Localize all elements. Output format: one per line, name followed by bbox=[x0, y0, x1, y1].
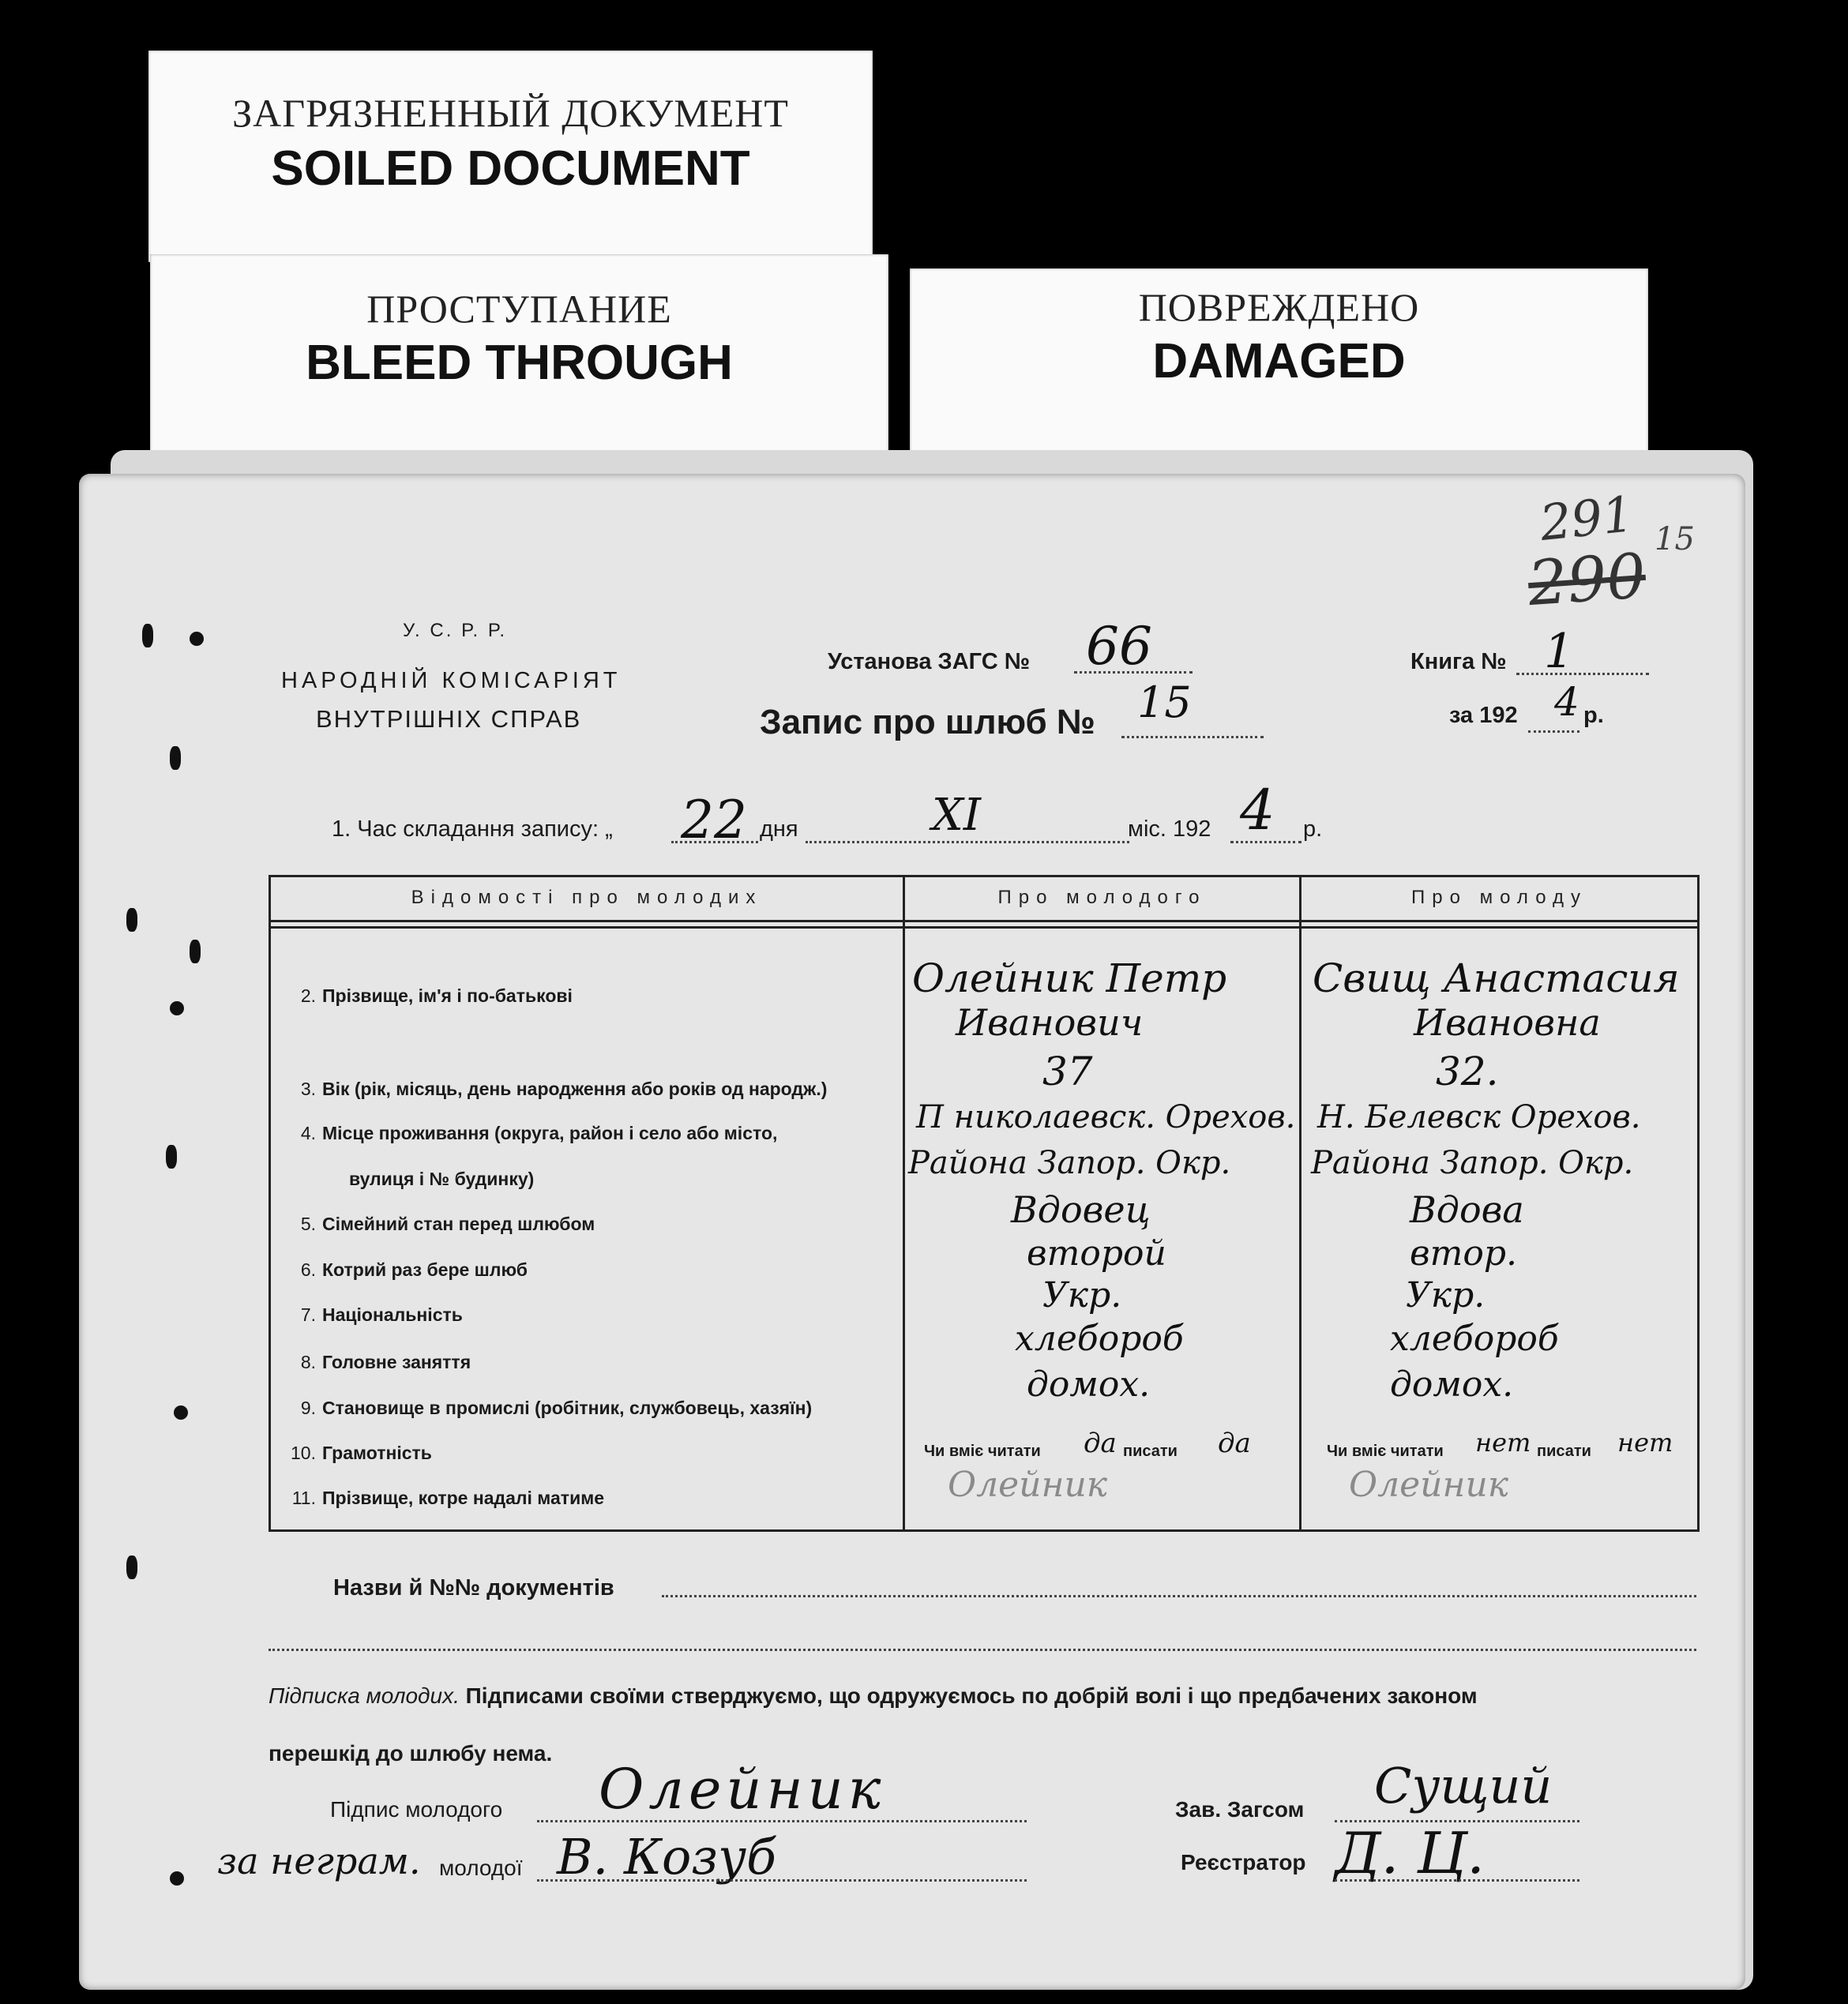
commissariat-line-1: НАРОДНІЙ КОМІСАРІЯТ bbox=[281, 668, 622, 693]
book-label: Книга № bbox=[1410, 649, 1507, 674]
groom-signature: Олейник bbox=[599, 1757, 886, 1822]
damaged-label bbox=[910, 268, 1648, 466]
bride-marital-status: Вдова bbox=[1410, 1188, 1524, 1231]
col-header-groom: Про молодого bbox=[997, 887, 1207, 908]
bride-residence-2: Района Запор. Окр. bbox=[1311, 1145, 1634, 1181]
groom-occupation: хлебороб bbox=[1015, 1319, 1184, 1359]
declaration-line-2: перешкід до шлюбу нема. bbox=[269, 1741, 553, 1766]
groom-name: Олейник Петр bbox=[912, 955, 1227, 1001]
binding-hole bbox=[170, 746, 181, 770]
row-label-occupation: 8. Головне заняття bbox=[300, 1352, 471, 1372]
row-label-residence-2: вулиця і № будинку) bbox=[349, 1169, 535, 1189]
soiled-label-en: SOILED DOCUMENT bbox=[271, 141, 750, 196]
row-label-residence: 4. Місце проживання (округа, район і село або місто, bbox=[300, 1123, 778, 1143]
groom-residence-2: Района Запор. Окр. bbox=[908, 1145, 1231, 1181]
republic-abbr: У. С. Р. Р. bbox=[403, 620, 508, 641]
row-label-nationality: 7. Національність bbox=[300, 1304, 463, 1325]
record-year-suffix: р. bbox=[1303, 816, 1323, 842]
damaged-label-en: DAMAGED bbox=[1152, 334, 1406, 388]
groom-patronymic: Иванович bbox=[956, 1001, 1144, 1044]
record-day-label: дня bbox=[760, 816, 798, 842]
bleed-through-label bbox=[150, 254, 888, 461]
groom-literacy-prefix: Чи вміє читати bbox=[924, 1443, 1041, 1460]
groom-marital-status: Вдовец bbox=[1011, 1188, 1151, 1231]
row-label-industry-status: 9. Становище в промислі (робітник, службовець, хазяїн) bbox=[300, 1398, 813, 1418]
bride-industry-status: домох. bbox=[1390, 1364, 1514, 1405]
binding-hole bbox=[190, 940, 201, 963]
declaration-text-1: Підписами своїми стверджуємо, що одружуємось по добрій волі і що предбачених законом bbox=[465, 1683, 1478, 1708]
year-suffix: р. bbox=[1583, 703, 1604, 728]
bride-residence: Н. Белевск Орехов. bbox=[1317, 1099, 1641, 1135]
groom-age: 37 bbox=[1042, 1049, 1093, 1094]
binding-hole bbox=[174, 1405, 188, 1420]
declaration-lead: Підписка молодих. bbox=[269, 1683, 460, 1708]
bride-occupation: хлебороб bbox=[1390, 1319, 1559, 1359]
binding-hole bbox=[142, 624, 153, 647]
groom-nationality: Укр. bbox=[1042, 1275, 1122, 1315]
row-label-marital-status: 5. Сімейний стан перед шлюбом bbox=[300, 1214, 595, 1234]
record-title: Запис про шлюб № bbox=[760, 703, 1095, 741]
binding-hole bbox=[170, 1871, 184, 1886]
binding-hole bbox=[126, 908, 137, 932]
bride-signature-prefix: за неграм. bbox=[217, 1840, 421, 1882]
bride-literacy-prefix: Чи вміє читати bbox=[1327, 1443, 1444, 1460]
binding-hole bbox=[170, 1001, 184, 1015]
archive-number-side: 15 bbox=[1655, 521, 1695, 557]
groom-can-read: да bbox=[1084, 1428, 1117, 1459]
bride-write-label: писати bbox=[1537, 1443, 1591, 1460]
book-number: 1 bbox=[1544, 624, 1575, 679]
year-label: за 192 bbox=[1449, 703, 1518, 728]
record-number: 15 bbox=[1137, 677, 1192, 727]
groom-signature-label: Підпис молодого bbox=[330, 1797, 503, 1822]
record-month: XI bbox=[932, 790, 981, 841]
bride-marriage-count: втор. bbox=[1410, 1233, 1517, 1274]
damaged-label-ru: ПОВРЕЖДЕНО bbox=[1138, 285, 1420, 329]
bride-future-surname: Олейник bbox=[1349, 1465, 1509, 1505]
record-time-label: 1. Час складання запису: „ bbox=[332, 816, 613, 842]
binding-hole bbox=[126, 1556, 137, 1579]
zags-number: 66 bbox=[1086, 616, 1152, 677]
archive-number-top: 291 bbox=[1537, 485, 1636, 552]
documents-label: Назви й №№ документів bbox=[333, 1575, 614, 1601]
bride-can-read: нет bbox=[1475, 1428, 1531, 1458]
registrar-signature: Д. Ц. bbox=[1335, 1820, 1485, 1886]
bride-signature: В. Козуб bbox=[557, 1828, 776, 1886]
row-label-age: 3. Вік (рік, місяць, день народження або років од народж.) bbox=[300, 1079, 828, 1099]
row-label-future-surname: 11. Прізвище, котре надалі матиме bbox=[291, 1488, 605, 1508]
groom-can-write: да bbox=[1218, 1428, 1251, 1459]
soiled-document-label bbox=[148, 51, 873, 262]
bride-can-write: нет bbox=[1617, 1428, 1673, 1458]
groom-industry-status: домох. bbox=[1027, 1364, 1151, 1405]
zags-label: Установа ЗАГС № bbox=[828, 649, 1031, 674]
col-header-info: Відомості про молодих bbox=[411, 887, 763, 908]
groom-future-surname: Олейник bbox=[948, 1465, 1108, 1505]
bleed-label-ru: ПРОСТУПАНИЕ bbox=[366, 287, 672, 331]
bride-patronymic: Ивановна bbox=[1414, 1001, 1601, 1044]
groom-marriage-count: второй bbox=[1027, 1233, 1166, 1274]
row-label-marriage-count: 6. Котрий раз бере шлюб bbox=[300, 1259, 528, 1280]
soiled-label-ru: ЗАГРЯЗНЕННЫЙ ДОКУМЕНТ bbox=[232, 91, 789, 135]
binding-hole bbox=[166, 1145, 177, 1169]
head-registrar-signature: Сущий bbox=[1374, 1757, 1553, 1814]
commissariat-line-2: ВНУТРІШНІХ СПРАВ bbox=[316, 705, 582, 733]
registrar-label: Реєстратор bbox=[1181, 1850, 1306, 1875]
record-month-label: міс. 192 bbox=[1128, 816, 1211, 842]
year-digit: 4 bbox=[1554, 679, 1579, 725]
bride-nationality: Укр. bbox=[1406, 1275, 1486, 1315]
row-label-literacy: 10. Грамотність bbox=[291, 1443, 432, 1463]
head-registrar-label: Зав. Загсом bbox=[1175, 1797, 1305, 1822]
bride-signature-label: молодої bbox=[439, 1856, 523, 1880]
bleed-label-en: BLEED THROUGH bbox=[306, 336, 733, 390]
record-year-digit: 4 bbox=[1240, 778, 1275, 843]
bride-name: Свищ Анастасия bbox=[1313, 955, 1680, 1001]
col-header-bride: Про молоду bbox=[1410, 887, 1588, 908]
binding-hole bbox=[190, 632, 204, 646]
bride-age: 32. bbox=[1436, 1049, 1499, 1094]
row-label-name: 2. Прізвище, ім'я і по-батькові bbox=[300, 985, 573, 1006]
groom-residence: П николаевск. Орехов. bbox=[916, 1099, 1296, 1135]
declaration-line-1 bbox=[269, 1683, 1478, 1709]
groom-write-label: писати bbox=[1123, 1443, 1178, 1460]
record-day: 22 bbox=[681, 790, 747, 850]
archive-number-crossed: 290 bbox=[1526, 540, 1648, 621]
